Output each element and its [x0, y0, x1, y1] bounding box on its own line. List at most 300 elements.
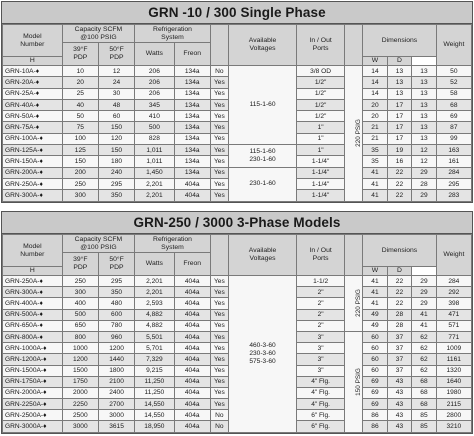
freon-cell: 404a — [174, 387, 210, 398]
watts-cell: 500 — [135, 122, 174, 133]
dimension-h-cell: 69 — [363, 399, 388, 410]
model-number-cell: GRN-10A-♦ — [3, 66, 63, 77]
weight-cell: 284 — [436, 276, 471, 287]
weight-cell: 771 — [436, 331, 471, 342]
pdp39-cell: 650 — [62, 320, 98, 331]
ul-listed-cell: No — [210, 66, 228, 77]
pdp50-cell: 2400 — [98, 387, 134, 398]
weight-cell: 398 — [436, 298, 471, 309]
dimension-d-cell: 29 — [412, 287, 437, 298]
dimension-w-cell: 22 — [387, 298, 412, 309]
dimension-d-cell: 68 — [412, 399, 437, 410]
pressure-cell — [345, 66, 363, 202]
dimension-d-cell: 13 — [412, 88, 437, 99]
dimension-w-cell: 43 — [387, 399, 412, 410]
watts-cell: 206 — [135, 77, 174, 88]
dimension-w-cell: 37 — [387, 365, 412, 376]
dimension-h-cell: 20 — [363, 111, 388, 122]
pdp39-cell: 300 — [62, 190, 98, 201]
watts-cell: 7,329 — [135, 354, 174, 365]
dimension-w-cell: 43 — [387, 421, 412, 432]
weight-cell: 283 — [436, 190, 471, 201]
weight-cell: 1320 — [436, 365, 471, 376]
watts-header: Watts — [135, 43, 174, 66]
dimension-d-cell: 62 — [412, 343, 437, 354]
ports-cell: 1" — [297, 133, 345, 144]
dimension-w-cell: 13 — [387, 77, 412, 88]
dimension-d-cell: 13 — [412, 99, 437, 110]
freon-cell: 404a — [174, 399, 210, 410]
pdp39-cell: 200 — [62, 167, 98, 178]
three-phase-table-block — [1, 211, 473, 434]
freon-cell: 134a — [174, 77, 210, 88]
three-phase-rows — [3, 276, 472, 433]
single-phase-table — [2, 24, 472, 202]
pdp50-cell: 3615 — [98, 421, 134, 432]
ul-listed-cell: Yes — [210, 287, 228, 298]
dimension-w-cell: 19 — [387, 145, 412, 156]
ul-listed-cell: Yes — [210, 88, 228, 99]
freon-cell: 134a — [174, 111, 210, 122]
dimension-h-cell: 86 — [363, 421, 388, 432]
single-phase-title: GRN -10 / 300 Single Phase — [2, 2, 472, 24]
ul-listed-cell: Yes — [210, 298, 228, 309]
voltages-header: Available Voltages — [228, 25, 296, 66]
ul-listed-cell: Yes — [210, 320, 228, 331]
dimension-d-cell: 29 — [412, 276, 437, 287]
pdp39-cell: 20 — [62, 77, 98, 88]
weight-header: Weight — [436, 235, 471, 276]
freon-cell: 134a — [174, 167, 210, 178]
pdp50-cell: 295 — [98, 276, 134, 287]
ul-listed-header — [210, 25, 228, 66]
pdp50-cell: 960 — [98, 331, 134, 342]
pdp50-cell: 1200 — [98, 343, 134, 354]
dimension-h-cell: 60 — [363, 343, 388, 354]
voltages-cell: 115-1-60 230-1-60 — [228, 145, 296, 168]
watts-header: Watts — [135, 253, 174, 276]
weight-cell: 163 — [436, 145, 471, 156]
model-number-cell: GRN-1500A-♦ — [3, 365, 63, 376]
freon-cell: 134a — [174, 133, 210, 144]
weight-cell: 2115 — [436, 399, 471, 410]
dimension-w-cell: 28 — [387, 309, 412, 320]
pdp39-cell: 2250 — [62, 399, 98, 410]
pdp39-header: 39°F PDP — [62, 253, 98, 276]
dimension-h-cell: 14 — [363, 66, 388, 77]
dimension-h-cell: 41 — [363, 298, 388, 309]
dimension-d-cell: 12 — [412, 145, 437, 156]
dimension-w-cell: 37 — [387, 354, 412, 365]
freon-cell: 404a — [174, 276, 210, 287]
weight-cell: 571 — [436, 320, 471, 331]
watts-cell: 9,215 — [135, 365, 174, 376]
dimension-d-cell: 29 — [412, 298, 437, 309]
dimensions-header: Dimensions — [363, 235, 437, 267]
watts-cell: 1,011 — [135, 156, 174, 167]
pdp50-header: 50°F PDP — [98, 253, 134, 276]
dimension-w-header: W — [363, 267, 388, 276]
pdp39-cell: 3000 — [62, 421, 98, 432]
dimension-d-cell: 13 — [412, 133, 437, 144]
dimension-d-cell: 29 — [412, 167, 437, 178]
table-row — [3, 276, 472, 287]
freon-cell: 404a — [174, 309, 210, 320]
freon-header: Freon — [174, 253, 210, 276]
dimension-d-cell: 13 — [412, 77, 437, 88]
model-number-cell: GRN-1750A-♦ — [3, 376, 63, 387]
pdp39-cell: 1000 — [62, 343, 98, 354]
table-row — [3, 145, 472, 156]
dimension-d-cell: 13 — [412, 111, 437, 122]
ul-listed-cell: Yes — [210, 178, 228, 189]
watts-cell: 14,550 — [135, 399, 174, 410]
model-number-cell: GRN-1000A-♦ — [3, 343, 63, 354]
dimension-w-cell: 28 — [387, 320, 412, 331]
dimension-h-cell: 41 — [363, 178, 388, 189]
dimension-d-cell: 68 — [412, 387, 437, 398]
dimension-w-cell: 13 — [387, 88, 412, 99]
ul-listed-cell: Yes — [210, 376, 228, 387]
ports-cell: 1/2" — [297, 111, 345, 122]
ul-listed-cell: Yes — [210, 331, 228, 342]
ports-cell: 1" — [297, 145, 345, 156]
pdp50-cell: 1440 — [98, 354, 134, 365]
ports-cell: 6" Flg. — [297, 421, 345, 432]
freon-cell: 134a — [174, 66, 210, 77]
pdp39-cell: 125 — [62, 145, 98, 156]
dimension-w-cell: 22 — [387, 190, 412, 201]
model-number-cell: GRN-2000A-♦ — [3, 387, 63, 398]
watts-cell: 206 — [135, 88, 174, 99]
three-phase-title: GRN-250 / 3000 3-Phase Models — [2, 212, 472, 234]
freon-cell: 404a — [174, 354, 210, 365]
model-number-cell: GRN-75A-♦ — [3, 122, 63, 133]
model-number-cell: GRN-150A-♦ — [3, 156, 63, 167]
dimension-h-cell: 49 — [363, 320, 388, 331]
freon-cell: 134a — [174, 99, 210, 110]
pdp50-cell: 180 — [98, 156, 134, 167]
voltages-cell: 460-3-60 230-3-60 575-3-60 — [228, 276, 296, 433]
dimension-d-header: D — [387, 57, 412, 66]
dimension-h-cell: 49 — [363, 309, 388, 320]
dimension-d-cell: 62 — [412, 331, 437, 342]
ul-listed-cell: Yes — [210, 99, 228, 110]
freon-cell: 404a — [174, 331, 210, 342]
pdp50-cell: 1800 — [98, 365, 134, 376]
freon-header: Freon — [174, 43, 210, 66]
pdp39-cell: 1500 — [62, 365, 98, 376]
watts-cell: 5,501 — [135, 331, 174, 342]
pdp50-cell: 48 — [98, 99, 134, 110]
model-number-cell: GRN-250A-♦ — [3, 178, 63, 189]
ports-cell: 4" Flg. — [297, 387, 345, 398]
ul-listed-cell: Yes — [210, 190, 228, 201]
freon-cell: 404a — [174, 365, 210, 376]
pdp39-cell: 25 — [62, 88, 98, 99]
weight-cell: 68 — [436, 99, 471, 110]
freon-cell: 404a — [174, 178, 210, 189]
ul-listed-cell: Yes — [210, 156, 228, 167]
model-number-cell: GRN-50A-♦ — [3, 111, 63, 122]
watts-cell: 206 — [135, 66, 174, 77]
weight-cell: 1640 — [436, 376, 471, 387]
pressure-cell-text: 150 PSIG — [354, 367, 362, 396]
watts-cell: 410 — [135, 111, 174, 122]
dimension-w-cell: 37 — [387, 331, 412, 342]
capacity-header: Capacity SCFM @100 PSIG — [62, 25, 134, 43]
pdp39-cell: 2000 — [62, 387, 98, 398]
ports-cell: 1-1/4" — [297, 178, 345, 189]
weight-cell: 3210 — [436, 421, 471, 432]
model-number-cell: GRN-200A-♦ — [3, 167, 63, 178]
dimension-d-cell: 12 — [412, 156, 437, 167]
ports-cell: 6" Flg. — [297, 410, 345, 421]
voltages-header: Available Voltages — [228, 235, 296, 276]
table-row — [3, 167, 472, 178]
refrigeration-header: Refrigeration System — [135, 235, 211, 253]
pressure-header — [345, 25, 363, 66]
dimension-h-cell: 60 — [363, 365, 388, 376]
ports-cell: 1-1/4" — [297, 190, 345, 201]
model-number-header: Model Number — [3, 235, 63, 267]
ports-cell: 3" — [297, 331, 345, 342]
pdp50-cell: 350 — [98, 190, 134, 201]
dimension-d-cell: 62 — [412, 365, 437, 376]
weight-cell: 2800 — [436, 410, 471, 421]
pdp39-cell: 1200 — [62, 354, 98, 365]
model-number-cell: GRN-250A-♦ — [3, 276, 63, 287]
ul-listed-cell: Yes — [210, 365, 228, 376]
dimension-d-cell: 13 — [412, 66, 437, 77]
watts-cell: 14,550 — [135, 410, 174, 421]
pdp39-cell: 250 — [62, 276, 98, 287]
single-phase-rows — [3, 66, 472, 202]
dimension-d-cell: 85 — [412, 421, 437, 432]
dimension-h-cell: 60 — [363, 331, 388, 342]
watts-cell: 828 — [135, 133, 174, 144]
watts-cell: 345 — [135, 99, 174, 110]
freon-cell: 134a — [174, 122, 210, 133]
ul-listed-cell: Yes — [210, 145, 228, 156]
pdp50-cell: 780 — [98, 320, 134, 331]
voltages-cell: 230-1-60 — [228, 167, 296, 201]
ports-cell: 4" Flg. — [297, 399, 345, 410]
ul-listed-cell: Yes — [210, 276, 228, 287]
ul-listed-cell: Yes — [210, 167, 228, 178]
ul-listed-cell: No — [210, 421, 228, 432]
single-phase-table-block — [1, 1, 473, 203]
watts-cell: 1,450 — [135, 167, 174, 178]
dimension-d-cell: 41 — [412, 320, 437, 331]
pdp50-header: 50°F PDP — [98, 43, 134, 66]
ports-cell: 2" — [297, 320, 345, 331]
voltages-cell: 115-1-60 — [228, 66, 296, 145]
dimension-h-cell: 60 — [363, 354, 388, 365]
pdp50-cell: 30 — [98, 88, 134, 99]
ports-header: In / Out Ports — [297, 235, 345, 276]
dimension-h-cell: 69 — [363, 376, 388, 387]
freon-cell: 134a — [174, 88, 210, 99]
pdp39-header: 39°F PDP — [62, 43, 98, 66]
weight-cell: 1161 — [436, 354, 471, 365]
pressure-cell — [345, 276, 363, 332]
ports-cell: 1-1/4" — [297, 156, 345, 167]
pdp39-cell: 300 — [62, 287, 98, 298]
pdp39-cell: 75 — [62, 122, 98, 133]
dimension-h-cell: 41 — [363, 287, 388, 298]
dimension-d-cell: 41 — [412, 309, 437, 320]
dimension-w-cell: 22 — [387, 167, 412, 178]
pdp39-cell: 250 — [62, 178, 98, 189]
dimension-d-cell: 13 — [412, 122, 437, 133]
watts-cell: 2,201 — [135, 178, 174, 189]
model-number-cell: GRN-20A-♦ — [3, 77, 63, 88]
pdp39-cell: 400 — [62, 298, 98, 309]
ports-cell: 2" — [297, 287, 345, 298]
ul-listed-cell: No — [210, 410, 228, 421]
model-number-cell: GRN-300A-♦ — [3, 190, 63, 201]
weight-cell: 87 — [436, 122, 471, 133]
dimension-d-cell: 29 — [412, 190, 437, 201]
capacity-header: Capacity SCFM @100 PSIG — [62, 235, 134, 253]
weight-cell: 1980 — [436, 387, 471, 398]
watts-cell: 4,882 — [135, 320, 174, 331]
ports-cell: 3" — [297, 365, 345, 376]
watts-cell: 4,882 — [135, 309, 174, 320]
ports-cell: 3" — [297, 354, 345, 365]
freon-cell: 404a — [174, 376, 210, 387]
pdp39-cell: 150 — [62, 156, 98, 167]
watts-cell: 11,250 — [135, 387, 174, 398]
ports-cell: 1/2" — [297, 88, 345, 99]
dimensions-header: Dimensions — [363, 25, 437, 57]
watts-cell: 11,250 — [135, 376, 174, 387]
model-number-cell: GRN-1200A-♦ — [3, 354, 63, 365]
weight-cell: 1009 — [436, 343, 471, 354]
dimension-h-cell: 21 — [363, 122, 388, 133]
pdp50-cell: 3000 — [98, 410, 134, 421]
ul-listed-cell: Yes — [210, 387, 228, 398]
freon-cell: 404a — [174, 298, 210, 309]
ports-cell: 1-1/2 — [297, 276, 345, 287]
dimension-h-cell: 20 — [363, 99, 388, 110]
pdp50-cell: 150 — [98, 145, 134, 156]
watts-cell: 1,011 — [135, 145, 174, 156]
freon-cell: 134a — [174, 145, 210, 156]
dimension-h-header: H — [3, 57, 63, 66]
dimension-d-cell: 68 — [412, 376, 437, 387]
model-number-cell: GRN-2500A-♦ — [3, 410, 63, 421]
watts-cell: 2,593 — [135, 298, 174, 309]
dimension-w-cell: 16 — [387, 156, 412, 167]
pdp39-cell: 500 — [62, 309, 98, 320]
pdp50-cell: 350 — [98, 287, 134, 298]
dimension-w-cell: 43 — [387, 376, 412, 387]
model-number-cell: GRN-500A-♦ — [3, 309, 63, 320]
pdp39-cell: 40 — [62, 99, 98, 110]
weight-cell: 69 — [436, 111, 471, 122]
watts-cell: 2,201 — [135, 276, 174, 287]
watts-cell: 2,201 — [135, 190, 174, 201]
three-phase-table — [2, 234, 472, 433]
pressure-cell-text: 220 PSIG — [354, 119, 362, 148]
pdp50-cell: 120 — [98, 133, 134, 144]
pdp39-cell: 10 — [62, 66, 98, 77]
ports-cell: 2" — [297, 309, 345, 320]
dimension-w-cell: 22 — [387, 276, 412, 287]
pdp50-cell: 295 — [98, 178, 134, 189]
model-number-cell: GRN-100A-♦ — [3, 133, 63, 144]
model-number-cell: GRN-125A-♦ — [3, 145, 63, 156]
ports-header: In / Out Ports — [297, 25, 345, 66]
weight-cell: 99 — [436, 133, 471, 144]
watts-cell: 2,201 — [135, 287, 174, 298]
pdp50-cell: 240 — [98, 167, 134, 178]
ports-cell: 1-1/4" — [297, 167, 345, 178]
model-number-cell: GRN-650A-♦ — [3, 320, 63, 331]
model-number-cell: GRN-3000A-♦ — [3, 421, 63, 432]
ports-cell: 3" — [297, 343, 345, 354]
ports-cell: 1/2" — [297, 77, 345, 88]
ul-listed-cell: Yes — [210, 77, 228, 88]
freon-cell: 404a — [174, 287, 210, 298]
pdp50-cell: 12 — [98, 66, 134, 77]
pdp39-cell: 50 — [62, 111, 98, 122]
dimension-h-header: H — [3, 267, 63, 276]
weight-cell: 58 — [436, 88, 471, 99]
dimension-h-cell: 14 — [363, 88, 388, 99]
weight-cell: 284 — [436, 167, 471, 178]
watts-cell: 5,701 — [135, 343, 174, 354]
dimension-h-cell: 21 — [363, 133, 388, 144]
dimension-d-header: D — [387, 267, 412, 276]
pdp50-cell: 600 — [98, 309, 134, 320]
weight-header: Weight — [436, 25, 471, 66]
model-number-cell: GRN-800A-♦ — [3, 331, 63, 342]
pdp50-cell: 60 — [98, 111, 134, 122]
refrigeration-header: Refrigeration System — [135, 25, 211, 43]
ul-listed-cell: Yes — [210, 133, 228, 144]
dimension-w-cell: 17 — [387, 122, 412, 133]
ul-listed-cell: Yes — [210, 343, 228, 354]
freon-cell: 404a — [174, 343, 210, 354]
ports-cell: 1" — [297, 122, 345, 133]
pdp39-cell: 2500 — [62, 410, 98, 421]
ul-listed-cell: Yes — [210, 309, 228, 320]
dimension-h-cell: 41 — [363, 190, 388, 201]
pressure-cell — [345, 331, 363, 432]
model-number-cell: GRN-25A-♦ — [3, 88, 63, 99]
weight-cell: 295 — [436, 178, 471, 189]
weight-cell: 292 — [436, 287, 471, 298]
dimension-w-cell: 13 — [387, 66, 412, 77]
pdp39-cell: 100 — [62, 133, 98, 144]
ul-listed-cell: Yes — [210, 122, 228, 133]
freon-cell: 404a — [174, 410, 210, 421]
dimension-h-cell: 14 — [363, 77, 388, 88]
weight-cell: 50 — [436, 66, 471, 77]
dimension-h-cell: 41 — [363, 167, 388, 178]
model-number-cell: GRN-2250A-♦ — [3, 399, 63, 410]
model-number-cell: GRN-300A-♦ — [3, 287, 63, 298]
pdp39-cell: 1750 — [62, 376, 98, 387]
pressure-cell-text: 220 PSIG — [354, 289, 362, 318]
freon-cell: 404a — [174, 190, 210, 201]
weight-cell: 471 — [436, 309, 471, 320]
dimension-h-cell: 35 — [363, 156, 388, 167]
freon-cell: 404a — [174, 421, 210, 432]
